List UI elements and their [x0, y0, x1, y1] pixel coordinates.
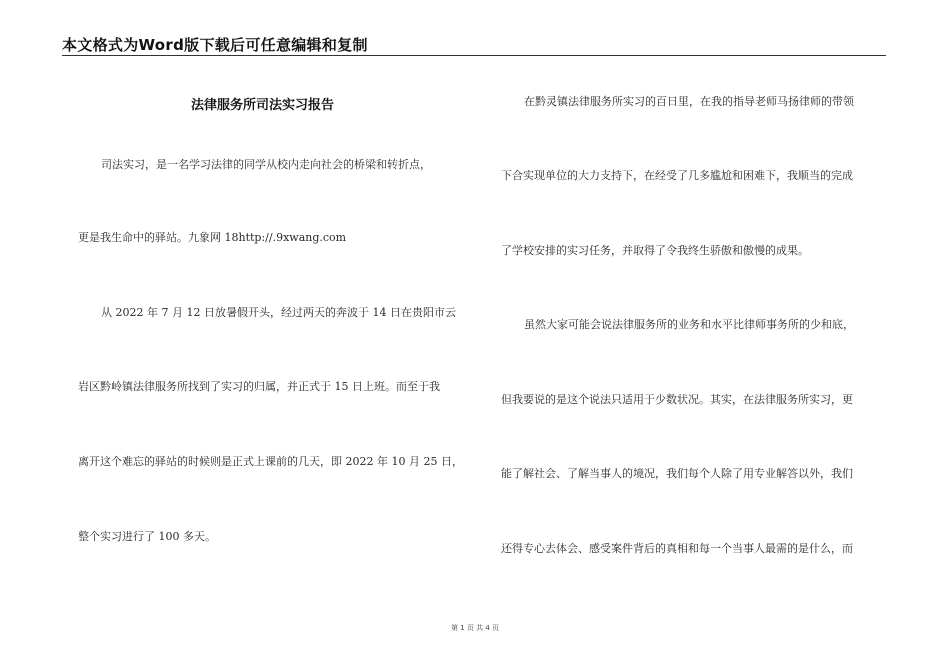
- paragraph-line: 但我要说的是这个说法只适用于少数状况。其实，在法律服务所实习，更: [501, 393, 853, 406]
- paragraph-line: 虽然大家可能会说法律服务所的业务和水平比律师事务所的少和底，: [524, 318, 854, 331]
- banner-divider: [62, 55, 886, 56]
- paragraph-line: 了学校安排的实习任务，并取得了令我终生骄傲和傲慢的成果。: [501, 244, 809, 257]
- paragraph-line: 能了解社会、了解当事人的境况，我们每个人除了用专业解答以外，我们: [501, 467, 853, 480]
- paragraph-line: 整个实习进行了 100 多天。: [78, 530, 216, 543]
- paragraph-line: 在黔灵镇法律服务所实习的百日里，在我的指导老师马扬律师的带领: [524, 95, 854, 108]
- paragraph-line: 离开这个难忘的驿站的时候则是正式上课前的几天，即 2022 年 10 月 25 日，: [78, 455, 463, 468]
- paragraph-line: 下合实现单位的大力支持下，在经受了几多尴尬和困难下，我顺当的完成: [501, 169, 853, 182]
- page-number: 第 1 页 共 4 页: [450, 624, 500, 632]
- download-banner: 本文格式为Word版下载后可任意编辑和复制: [62, 36, 368, 54]
- paragraph-line: 岩区黔岭镇法律服务所找到了实习的归属，并正式于 15 日上班。而至于我: [78, 380, 440, 393]
- paragraph-line: 从 2022 年 7 月 12 日放暑假开头，经过两天的奔波于 14 日在贵阳市云: [101, 306, 456, 319]
- paragraph-line: 还得专心去体会、感受案件背后的真相和每一个当事人最需的是什么，而: [501, 542, 853, 555]
- paragraph-line: 更是我生命中的驿站。九象网 18http://.9xwang.com: [78, 231, 347, 244]
- document-title: 法律服务所司法实习报告: [190, 98, 334, 113]
- paragraph-line: 司法实习，是一名学习法律的同学从校内走向社会的桥梁和转折点，: [101, 158, 431, 171]
